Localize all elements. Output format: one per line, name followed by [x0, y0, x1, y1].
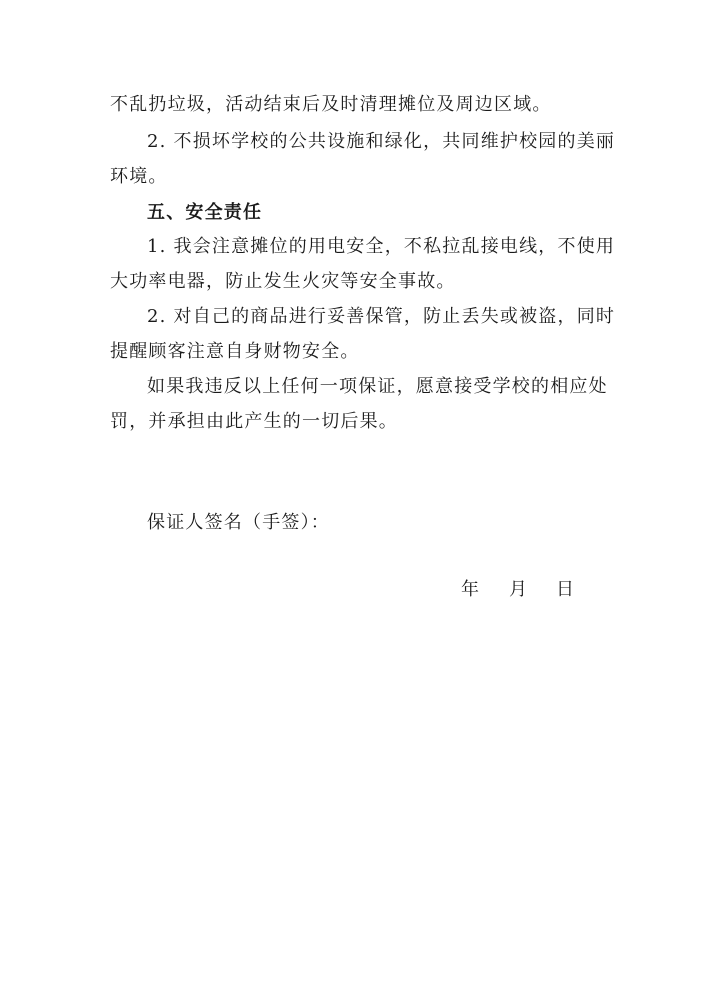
signature-label: 保证人签名（手签）： [147, 512, 330, 533]
environment-paragraph-continuation: 不乱扔垃圾，活动结束后及时清理摊位及周边区域。 [110, 94, 552, 115]
closing-statement-line-2: 罚，并承担由此产生的一切后果。 [110, 411, 398, 432]
environment-item-2-line-1: 2. 不损坏学校的公共设施和绿化，共同维护校园的美丽 [147, 131, 616, 152]
date-day-label: 日 [556, 579, 574, 600]
safety-item-2-line-2: 提醒顾客注意自身财物安全。 [110, 341, 360, 362]
date-year-label: 年 [461, 579, 479, 600]
safety-item-1-line-2: 大功率电器，防止发生火灾等安全事故。 [110, 271, 456, 292]
section-5-heading: 五、安全责任 [147, 202, 263, 223]
closing-statement-line-1: 如果我违反以上任何一项保证，愿意接受学校的相应处 [147, 376, 608, 397]
safety-item-2-line-1: 2. 对自己的商品进行妥善保管，防止丢失或被盗，同时 [147, 306, 616, 327]
environment-item-2-line-2: 环境。 [110, 166, 168, 187]
safety-item-1-line-1: 1. 我会注意摊位的用电安全，不私拉乱接电线，不使用 [147, 236, 616, 257]
date-month-label: 月 [509, 579, 527, 600]
